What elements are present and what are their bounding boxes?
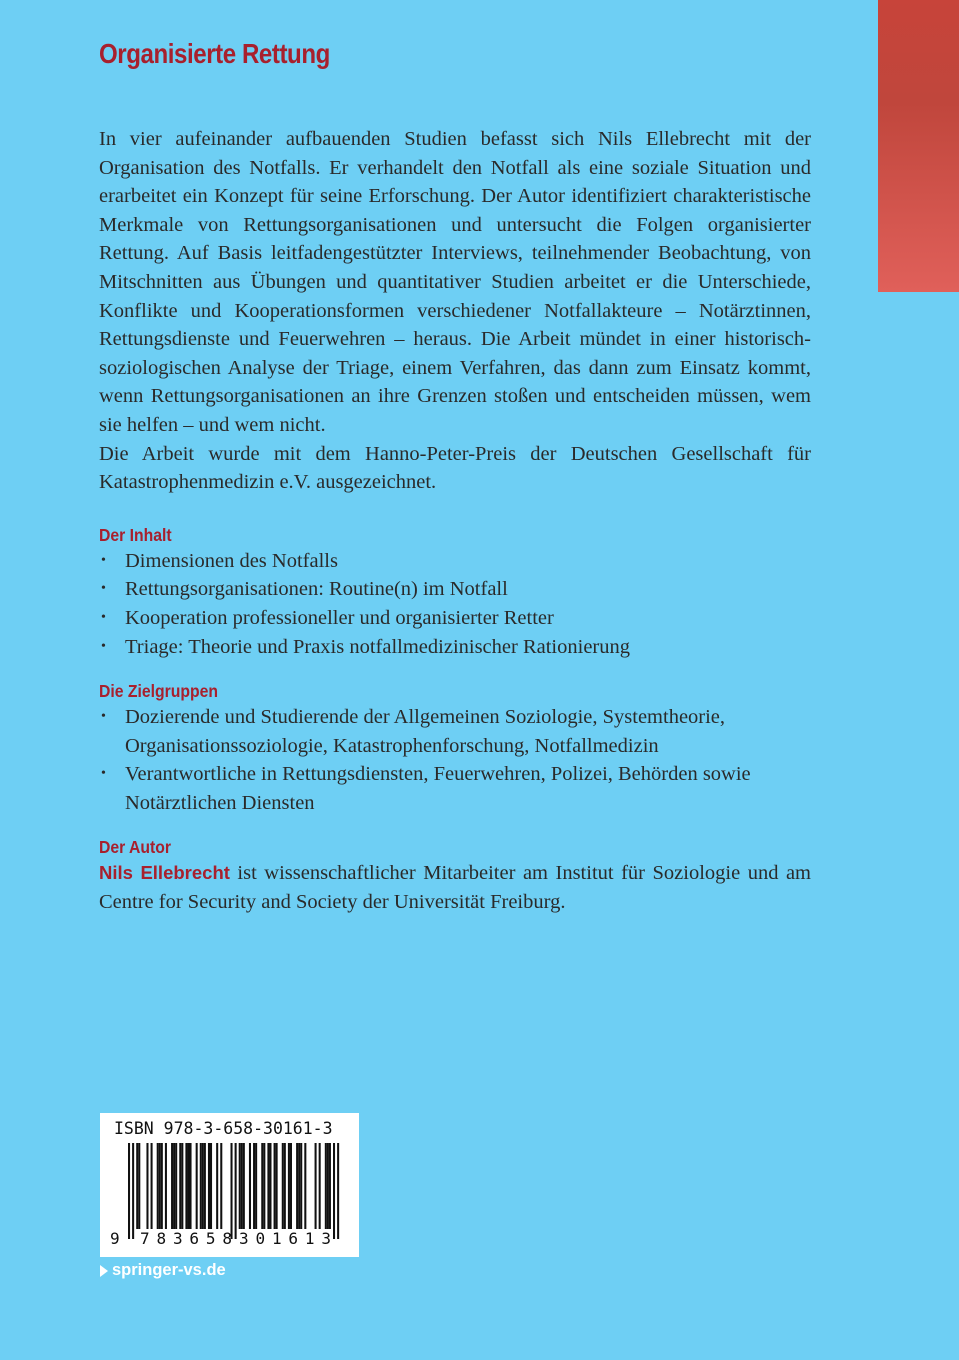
barcode-bar xyxy=(161,1143,163,1229)
barcode-bar xyxy=(255,1143,257,1229)
barcode-bar xyxy=(315,1143,317,1229)
barcode-bar xyxy=(146,1143,148,1229)
barcode-bar xyxy=(304,1143,306,1229)
barcode-bar xyxy=(181,1143,183,1229)
author-name: Nils Ellebrecht xyxy=(99,862,230,884)
barcode-bar xyxy=(319,1143,321,1229)
bullet-icon: • xyxy=(101,552,106,568)
barcode-bar xyxy=(210,1143,212,1229)
bullet-icon: • xyxy=(101,581,106,597)
barcode-bar xyxy=(269,1143,271,1229)
barcode-bar xyxy=(288,1143,290,1229)
barcode-bar xyxy=(263,1143,265,1229)
barcode-bar xyxy=(333,1143,335,1239)
barcode-bar xyxy=(185,1143,187,1229)
isbn-barcode xyxy=(100,1113,359,1257)
book-title: Organisierte Rettung xyxy=(99,38,330,69)
barcode-bar xyxy=(136,1143,138,1229)
barcode-bar xyxy=(128,1143,130,1239)
bullet-icon: • xyxy=(101,766,106,782)
barcode-bar xyxy=(327,1143,329,1229)
barcode-bar xyxy=(276,1143,278,1229)
ean-digit-first: 9 xyxy=(110,1229,120,1248)
barcode-bar xyxy=(151,1143,153,1229)
barcode-bar xyxy=(179,1143,181,1229)
barcode-bar xyxy=(208,1143,210,1229)
barcode-bars xyxy=(128,1143,339,1239)
publisher-label: springer-vs.de xyxy=(112,1261,226,1279)
ean-digits-right: 301613 xyxy=(239,1229,331,1248)
bullet-icon: • xyxy=(101,609,106,625)
barcode-bar xyxy=(298,1143,300,1229)
author-bio: ist wissenschaftlicher Mitarbeiter am Institut für Soziologie und am Centre for Security and Society der Universität Freiburg. xyxy=(99,862,812,914)
barcode-bar xyxy=(216,1143,218,1229)
barcode-graphic xyxy=(100,1113,359,1257)
inhalt-heading: Der Inhalt xyxy=(99,524,172,545)
barcode-bar xyxy=(249,1143,251,1229)
barcode-bar xyxy=(253,1143,255,1229)
barcode-bar xyxy=(200,1143,202,1229)
barcode-bar xyxy=(138,1143,140,1229)
zielgruppen-list xyxy=(99,703,811,817)
barcode-bar xyxy=(300,1143,302,1229)
list-item: • Dozierende und Studierende der Allgemeinen Soziologie, Systemtheorie, Organisationssoziologie, Katastrophenforschung, Notfallmedizin xyxy=(99,703,811,760)
barcode-bar xyxy=(325,1143,327,1229)
play-arrow-icon xyxy=(100,1265,108,1277)
list-item: • Verantwortliche in Rettungsdiensten, Feuerwehren, Polizei, Behörden sowie Notärztlichen Diensten xyxy=(99,760,811,817)
award-paragraph: Die Arbeit wurde mit dem Hanno-Peter-Preis der Deutschen Gesellschaft für Katastrophenmedizin e.V. ausgezeichnet. xyxy=(99,442,811,494)
barcode-bar xyxy=(165,1143,167,1229)
barcode-bar xyxy=(231,1143,233,1239)
publisher-link[interactable] xyxy=(100,1261,226,1280)
barcode-bar xyxy=(220,1143,222,1229)
list-item: • Kooperation professioneller und organisierter Retter xyxy=(99,604,811,633)
barcode-bar xyxy=(267,1143,269,1229)
red-corner-tab xyxy=(878,0,959,292)
inhalt-list xyxy=(99,547,811,661)
list-item: • Triage: Theorie und Praxis notfallmedizinischer Rationierung xyxy=(99,633,811,662)
barcode-bar xyxy=(329,1143,331,1229)
barcode-bar xyxy=(261,1143,263,1229)
barcode-bar xyxy=(282,1143,284,1229)
author-paragraph xyxy=(99,859,811,916)
barcode-bar xyxy=(132,1143,134,1239)
barcode-bar xyxy=(235,1143,237,1239)
list-item: • Rettungsorganisationen: Routine(n) im Notfall xyxy=(99,575,811,604)
barcode-bar xyxy=(296,1143,298,1229)
barcode-bar xyxy=(159,1143,161,1229)
list-item: • Dimensionen des Notfalls xyxy=(99,547,811,576)
barcode-bar xyxy=(337,1143,339,1239)
barcode-bar xyxy=(241,1143,243,1229)
barcode-bar xyxy=(187,1143,189,1229)
barcode-bar xyxy=(190,1143,192,1229)
barcode-bar xyxy=(243,1143,245,1229)
barcode-bar xyxy=(196,1143,198,1229)
barcode-bar xyxy=(173,1143,175,1229)
barcode-bar xyxy=(239,1143,241,1229)
barcode-bar xyxy=(204,1143,206,1229)
barcode-bar xyxy=(274,1143,276,1229)
autor-heading: Der Autor xyxy=(99,837,172,858)
barcode-bar xyxy=(175,1143,177,1229)
barcode-bar xyxy=(171,1143,173,1229)
ean-digits-left: 783658 xyxy=(140,1229,232,1248)
intro-paragraph: In vier aufeinander aufbauenden Studien befasst sich Nils Ellebrecht mit der Organisation des Notfalls. Er verhandelt den Notfall als eine soziale Situation und erarbeitet ein Konzept für seine Erforschung. Der Autor identifiziert charakteristische Merkmale von Rettungsorganisationen und untersucht die Folgen organisierter Rettung. Auf Basis leitfadengestützter Interviews, teilnehmender Beobachtung, von Mitschnitten aus Übungen und quantitativer Studien arbeitet er die Unterschiede, Konflikte und Kooperationsformen verschiedener Notfallakteure – Notärztinnen, Rettungsdienste und Feuerwehren – heraus. Die Arbeit mündet in einer historisch-soziologischen Analyse der Triage, einem Verfahren, das dann zum Einsatz kommt, wenn Rettungsorganisationen an ihre Grenzen stoßen und entscheiden müssen, wem sie helfen – und wem nicht. xyxy=(99,128,811,436)
barcode-bar xyxy=(284,1143,286,1229)
barcode-bar xyxy=(202,1143,204,1229)
bullet-icon: • xyxy=(101,638,106,654)
bullet-icon: • xyxy=(101,709,106,725)
zielgruppen-heading: Die Zielgruppen xyxy=(99,681,219,702)
barcode-bar xyxy=(290,1143,292,1229)
barcode-bar xyxy=(157,1143,159,1229)
back-cover-content xyxy=(99,125,811,917)
isbn-label: ISBN 978-3-658-30161-3 xyxy=(114,1119,333,1138)
